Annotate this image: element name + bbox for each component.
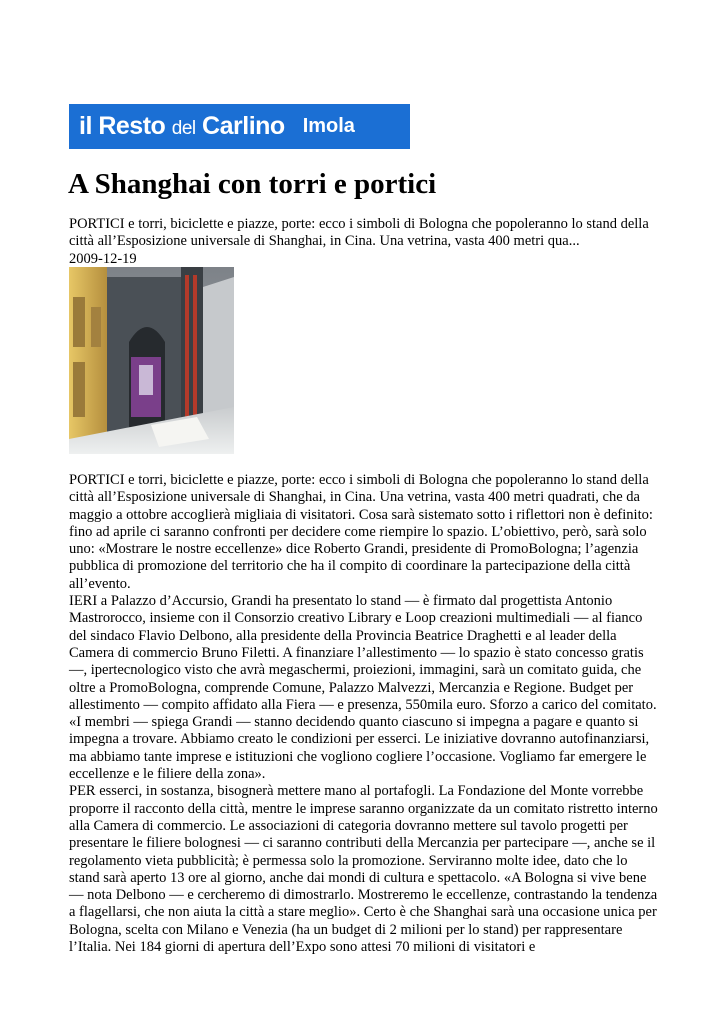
article-paragraph: IERI a Palazzo d’Accursio, Grandi ha presentato lo stand — è firmato dal progettista Antonio Mastrorocco, insieme con il Consorzio creativo Library e Loop creazioni multimediali — al fianco del sindaco Flavio Delbono, alla presidente della Provincia Beatrice Draghetti e al leader della Camera di commercio Bruno Filetti. A finanziare l’allestimento — lo spazio è stato concesso gratis —, ipertecnologico visto che avrà megaschermi, proiezioni, immagini, sarà un comitato guida, che oltre a PromoBologna, comprende Comune, Palazzo Malvezzi, Mercanzia e Regione. Budget per allestimento — compito affidato alla Fiera — e presenza, 550mila euro. Sforzo a carico del comitato. «I membri — spiega Grandi — stanno decidendo quanto ciascuno si impegna a pagare e quanto si impegna a trovare. Abbiamo creato le condizioni per esserci. Le iniziative dovranno autofinanziarsi, ma abbiamo tante imprese e istituzioni che vogliono cogliere l’occasione. Vogliamo far emergere le eccellenze e le filiere della zona». [69,593,657,783]
article-date: 2009-12-19 [69,251,137,267]
edition-label: Imola [302,115,355,137]
newspaper-banner [69,104,410,149]
article-paragraph: PORTICI e torri, biciclette e piazze, porte: ecco i simboli di Bologna che popoleranno lo stand della città all’Esposizione universale di Shanghai, in Cina. Una vetrina, vasta 400 metri quadrati, che da maggio a ottobre accoglierà migliaia di visitatori. Cosa sarà sistemato sotto i riflettori non è definito: fino ad aprile ci saranno confronti per decidere come riempire lo spazio. L’obiettivo, però, sarà solo uno: «Mostrare le nostre eccellenze» dice Roberto Grandi, presidente di PromoBologna; l’agenzia pubblica di promozione del territorio che ha il compito di coordinare la partecipazione della città all’evento. [69,472,653,592]
newspaper-logo: il Resto del Carlino [79,112,285,140]
article-paragraph: PER esserci, in sostanza, bisognerà mettere mano al portafogli. La Fondazione del Monte vorrebbe proporre il racconto della città, mentre le imprese saranno organizzate da un comitato ristretto interno alla Camera di commercio. Le associazioni di categoria dovranno mettere sul tavolo progetti per presentare le filiere bolognesi — ci saranno contributi della Mercanzia per partecipare —, anche se il regolamento vieta pubblicità; è permessa solo la promozione. Serviranno molte idee, dato che lo stand sarà aperto 13 ore al giorno, anche dai mondi di cultura e spettacolo. «A Bologna si vive bene — nota Delbono — e cercheremo di dimostrarlo. Mostreremo le eccellenze, contrastando la tendenza a flagellarsi, che non aiuta la città a stare meglio». Certo è che Shanghai sarà una occasione unica per Bologna, scelta con Milano e Venezia (ha un budget di 2 milioni per lo stand) per rappresentare l’Italia. Nei 184 giorni di apertura dell’Expo sono attesi 70 milioni di visitatori e [69,783,658,956]
article-summary: PORTICI e torri, biciclette e piazze, porte: ecco i simboli di Bologna che popoleranno lo stand della città all’Esposizione universale di Shanghai, in Cina. Una vetrina, vasta 400 metri qua... [69,216,649,250]
article-body [69,472,661,956]
stand-rendering-photo [69,267,234,454]
article-title: A Shanghai con torri e portici [68,168,437,200]
